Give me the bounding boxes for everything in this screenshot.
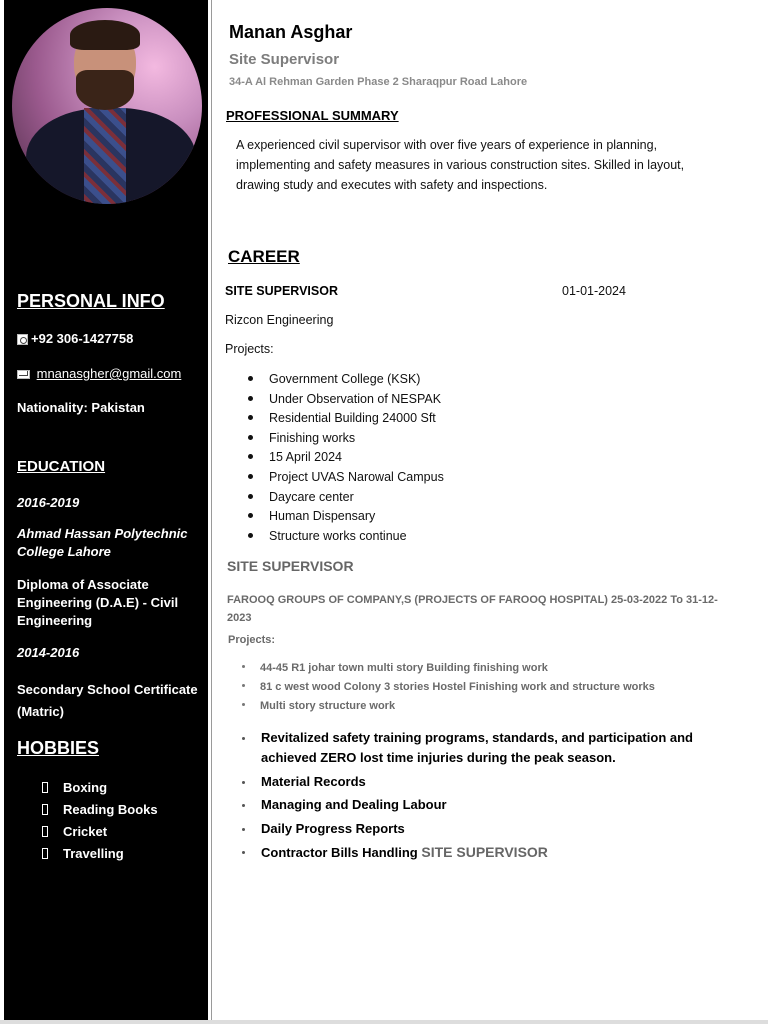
career-heading: CAREER — [228, 247, 300, 266]
list-item — [242, 842, 712, 863]
list-item: 44-45 R1 johar town multi story Building finishing work — [242, 659, 655, 678]
mail-icon — [17, 370, 30, 379]
list-item: Managing and Dealing Labour — [242, 795, 712, 815]
list-item — [42, 778, 158, 800]
list-item: Material Records — [242, 772, 712, 792]
list-item: Under Observation of NESPAK — [248, 390, 444, 410]
list-item: Multi story structure work — [242, 697, 655, 716]
list-item: 15 April 2024 — [248, 448, 444, 468]
list-item: Human Dispensary — [248, 507, 444, 527]
job2-projects-label: Projects: — [228, 634, 276, 646]
list-item: Finishing works — [248, 429, 444, 449]
hobbies-list — [42, 778, 158, 866]
hobby-label: Travelling — [63, 846, 124, 861]
education-institute-1: Ahmad Hassan Polytechnic College Lahore — [17, 526, 188, 559]
nationality: Nationality: Pakistan — [17, 400, 145, 415]
hobbies-heading: HOBBIES — [17, 738, 100, 758]
education-qualification-1: Diploma of Associate Engineering (D.A.E) - Civil Engineering — [17, 577, 179, 628]
hobby-label: Boxing — [63, 780, 108, 795]
list-item: Residential Building 24000 Sft — [248, 409, 444, 429]
checkbox-icon — [42, 848, 48, 859]
profile-photo — [12, 8, 202, 204]
email-link[interactable]: mnanasgher@gmail.com — [36, 366, 182, 381]
phone-icon — [17, 334, 28, 345]
personal-info-heading: PERSONAL INFO — [17, 291, 165, 311]
list-item: Government College (KSK) — [248, 370, 444, 390]
education-years-1: 2016-2019 — [17, 495, 80, 510]
job1-company: Rizcon Engineering — [225, 313, 334, 327]
education-heading: EDUCATION — [17, 458, 106, 475]
email-line — [17, 365, 181, 383]
candidate-address: 34-A Al Rehman Garden Phase 2 Sharaqpur Road Lahore — [229, 76, 528, 88]
job1-projects-list — [248, 370, 444, 546]
list-item: Project UVAS Narowal Campus — [248, 468, 444, 488]
list-item: 81 c west wood Colony 3 stories Hostel Finishing work and structure works — [242, 678, 655, 697]
job1-date: 01-01-2024 — [562, 284, 626, 298]
checkbox-icon — [42, 782, 48, 793]
list-item: Daycare center — [248, 488, 444, 508]
list-item: Structure works continue — [248, 527, 444, 547]
hobby-label: Cricket — [63, 824, 108, 839]
job1-title: SITE SUPERVISOR — [225, 284, 338, 298]
list-item — [42, 844, 158, 866]
summary-heading: PROFESSIONAL SUMMARY — [226, 108, 399, 123]
checkbox-icon — [42, 804, 48, 815]
achievement-tail: SITE SUPERVISOR — [421, 844, 548, 860]
achievements-list — [242, 728, 712, 867]
candidate-name: Manan Asghar — [229, 22, 353, 42]
checkbox-icon — [42, 826, 48, 837]
page-bottom-edge — [0, 1020, 768, 1024]
hobby-label: Reading Books — [63, 802, 158, 817]
list-item: Daily Progress Reports — [242, 819, 712, 839]
job2-title: SITE SUPERVISOR — [227, 558, 354, 574]
column-divider — [211, 0, 212, 1024]
job2-company: FAROOQ GROUPS OF COMPANY,S (PROJECTS OF FAROOQ HOSPITAL) 25-03-2022 To 31-12-2023 — [227, 594, 718, 624]
job2-projects-list — [242, 659, 655, 716]
education-qualification-2: Secondary School Certificate (Matric) — [17, 682, 198, 719]
candidate-role: Site Supervisor — [229, 51, 340, 68]
list-item — [42, 822, 158, 844]
achievement-label: Contractor Bills Handling — [261, 845, 418, 860]
phone-line — [17, 330, 133, 348]
education-years-2: 2014-2016 — [17, 645, 80, 660]
list-item: Revitalized safety training programs, standards, and participation and achieved ZERO lost time injuries during the peak season. — [242, 728, 712, 768]
job1-projects-label: Projects: — [225, 342, 274, 356]
summary-text: A experienced civil supervisor with over five years of experience in planning, implementing and safety measures in various construction sites. Skilled in layout, drawing study and executes with safety and inspections. — [236, 138, 685, 192]
phone-number: +92 306-1427758 — [31, 331, 134, 346]
sidebar — [4, 0, 208, 1020]
list-item — [42, 800, 158, 822]
